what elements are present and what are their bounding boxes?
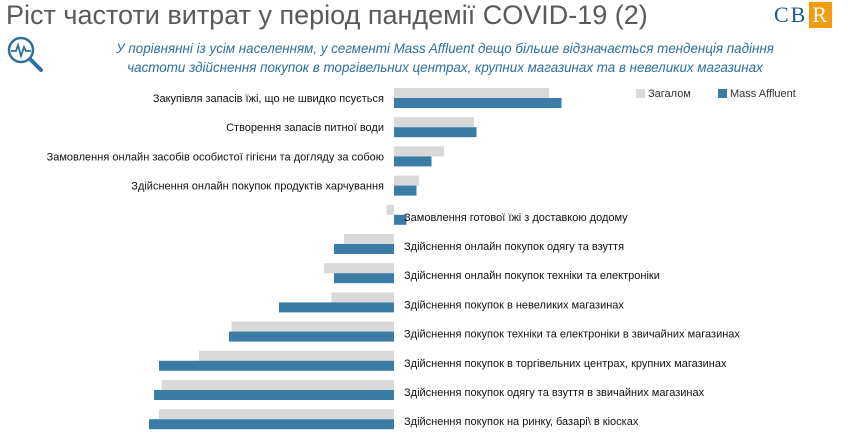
page-title: Ріст частоти витрат у період пандемії COVID-19 (2) <box>6 0 648 30</box>
magnifier-pulse-icon <box>4 33 46 75</box>
bar-total-3 <box>394 146 444 156</box>
logo-text: CB <box>774 2 808 27</box>
bar-mass-affluent-10 <box>159 361 394 371</box>
legend-label-total: Загалом <box>648 88 691 100</box>
subtitle-line-2: частоти здійснення покупок в торгівельних центрах, крупних магазинах та в невеликих магазинах <box>127 60 763 75</box>
category-label-4: Здійснення онлайн покупок продуктів харчування <box>131 180 384 193</box>
bar-total-11 <box>162 380 395 390</box>
category-label-7: Здійснення онлайн покупок техніки та електроніки <box>404 270 660 283</box>
category-label-2: Створення запасів питної води <box>226 122 384 135</box>
bar-mass-affluent-6 <box>334 244 394 254</box>
bar-total-9 <box>232 322 395 332</box>
category-label-1: Закупівля запасів їжі, що не швидко псується <box>152 93 384 105</box>
subtitle-line-1: У порівнянні із усім населенням, у сегменті Mass Affluent дещо більше відзначається тенденція падіння <box>116 41 774 56</box>
cbr-logo <box>774 2 844 28</box>
legend-swatch-mass-affluent <box>718 89 727 98</box>
bar-mass-affluent-3 <box>394 156 432 166</box>
bar-total-6 <box>344 234 394 244</box>
bar-total-12 <box>159 409 394 419</box>
category-label-6: Здійснення онлайн покупок одягу та взуття <box>404 241 625 253</box>
bar-mass-affluent-7 <box>334 273 394 283</box>
legend-swatch-total <box>636 89 645 98</box>
chart-legend <box>636 88 796 100</box>
bar-mass-affluent-12 <box>149 419 394 429</box>
legend-label-mass-affluent: Mass Affluent <box>730 88 796 100</box>
bar-total-10 <box>199 351 394 361</box>
bar-mass-affluent-4 <box>394 186 417 196</box>
bar-mass-affluent-1 <box>394 98 562 108</box>
category-label-9: Здійснення покупок техніки та електроніки в звичайних магазинах <box>404 328 740 341</box>
bar-total-5 <box>387 205 395 215</box>
bar-total-4 <box>394 176 419 186</box>
bar-mass-affluent-2 <box>394 127 477 137</box>
category-label-12: Здійснення покупок на ринку, базарі\ в кіосках <box>404 416 639 429</box>
category-label-10: Здійснення покупок в торгівельних центрах, крупних магазинах <box>404 357 727 370</box>
category-label-3: Замовлення онлайн засобів особистої гігієни та догляду за собою <box>46 151 384 164</box>
bar-chart <box>0 80 849 433</box>
bar-total-8 <box>332 292 395 302</box>
logo-r-badge: R <box>809 2 832 28</box>
chart-subtitle <box>50 39 840 77</box>
bar-mass-affluent-8 <box>279 302 394 312</box>
category-label-5: Замовлення готової їжі з доставкою додому <box>404 211 628 224</box>
category-label-8: Здійснення покупок в невеликих магазинах <box>404 299 624 312</box>
bar-total-1 <box>394 88 549 98</box>
bar-total-2 <box>394 117 474 127</box>
bar-mass-affluent-9 <box>229 332 394 342</box>
bar-mass-affluent-11 <box>154 390 394 400</box>
bar-total-7 <box>324 263 394 273</box>
category-label-11: Здійснення покупок одягу та взуття в звичайних магазинах <box>404 387 705 399</box>
